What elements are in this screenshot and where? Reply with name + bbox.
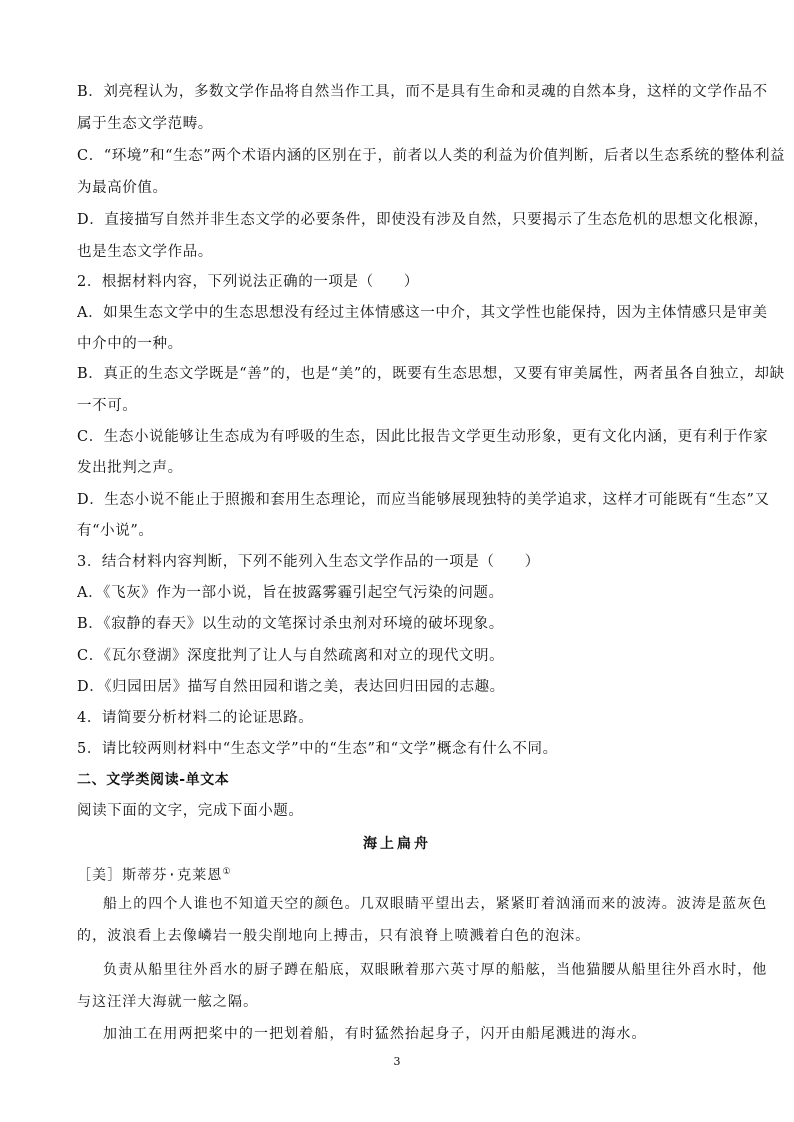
reading-instruction: 阅读下面的文字，完成下面小题。 (77, 803, 304, 819)
q2-option-b-line1: B．真正的生态文学既是“善”的，也是“美”的，既要有生态思想，又要有审美属性，两者虽各自独立，却缺 (77, 366, 785, 382)
story-author (77, 862, 719, 886)
q2-option-d-line2: 有“小说”。 (77, 523, 154, 539)
page-number: 3 (393, 1055, 401, 1068)
story-title: 海上扁舟 (363, 836, 431, 852)
author-name: ［美］斯蒂芬·克莱恩 (77, 867, 223, 884)
q3-option-c: C．《瓦尔登湖》深度批判了让人与自然疏离和对立的现代文明。 (77, 648, 505, 664)
q1-option-c-line1: C．“环境”和“生态”两个术语内涵的区别在于，前者以人类的利益为价值判断，后者以生态系统的整体利益 (77, 148, 786, 164)
q1-option-b-line2: 属于生态文学范畴。 (77, 116, 213, 132)
para1-line1: 船上的四个人谁也不知道天空的颜色。几双眼睛平望出去，紧紧盯着汹涌而来的波涛。波涛是蓝灰色 (103, 896, 768, 912)
author-footnote-marker: ① (222, 867, 232, 877)
q3-option-d: D．《归园田居》描写自然田园和谐之美，表达回归田园的志趣。 (77, 679, 505, 695)
q2-option-a-line1: A．如果生态文学中的生态思想没有经过主体情感这一中介，其文学性也能保持，因为主体情感只是审美 (77, 305, 768, 321)
q2-option-a-line2: 中介中的一种。 (77, 336, 183, 352)
q2-option-c-line2: 发出批判之声。 (77, 460, 183, 476)
q1-option-d-line1: D．直接描写自然并非生态文学的必要条件，即使没有涉及自然，只要揭示了生态危机的思想文化根源， (77, 212, 769, 228)
para2-line1: 负责从船里往外舀水的厨子蹲在船底，双眼瞅着那六英寸厚的船舷，当他猫腰从船里往外舀水时，他 (103, 962, 768, 978)
q3-stem: 3．结合材料内容判断，下列不能列入生态文学作品的一项是（ ） (77, 554, 540, 570)
para3-line1: 加油工在用两把桨中的一把划着船，有时猛然抬起身子，闪开由船尾溅进的海水。 (103, 1026, 647, 1042)
q1-option-c-line2: 为最高价值。 (77, 180, 168, 196)
q3-option-a: A．《飞灰》作为一部小说，旨在披露雾霾引起空气污染的问题。 (77, 585, 504, 601)
q3-option-b: B．《寂静的春天》以生动的文笔探讨杀虫剂对环境的破坏现象。 (77, 616, 504, 632)
q1-option-d-line2: 也是生态文学作品。 (77, 244, 213, 260)
q2-stem: 2．根据材料内容，下列说法正确的一项是（ ） (77, 274, 420, 290)
q2-option-c-line1: C．生态小说能够让生态成为有呼吸的生态，因此比报告文学更生动形象，更有文化内涵，更有利于作家 (77, 429, 769, 445)
section-heading: 二、文学类阅读-单文本 (77, 772, 230, 788)
para2-line2: 与这汪洋大海就一舷之隔。 (77, 994, 259, 1010)
q5-stem: 5．请比较两则材料中“生态文学”中的“生态”和“文学”概念有什么不同。 (77, 741, 558, 757)
q1-option-b-line1: B．刘亮程认为，多数文学作品将自然当作工具，而不是具有生命和灵魂的自然本身，这样的文学作品不 (77, 84, 768, 100)
q4-stem: 4．请简要分析材料二的论证思路。 (77, 710, 314, 726)
para1-line2: 的，波浪看上去像嶙岩一般尖削地向上搏击，只有浪脊上喷溅着白色的泡沫。 (77, 928, 591, 944)
q2-option-d-line1: D．生态小说不能止于照搬和套用生态理论，而应当能够展现独特的美学追求，这样才可能既有“生态”又 (77, 492, 770, 508)
q2-option-b-line2: 一不可。 (77, 398, 138, 414)
